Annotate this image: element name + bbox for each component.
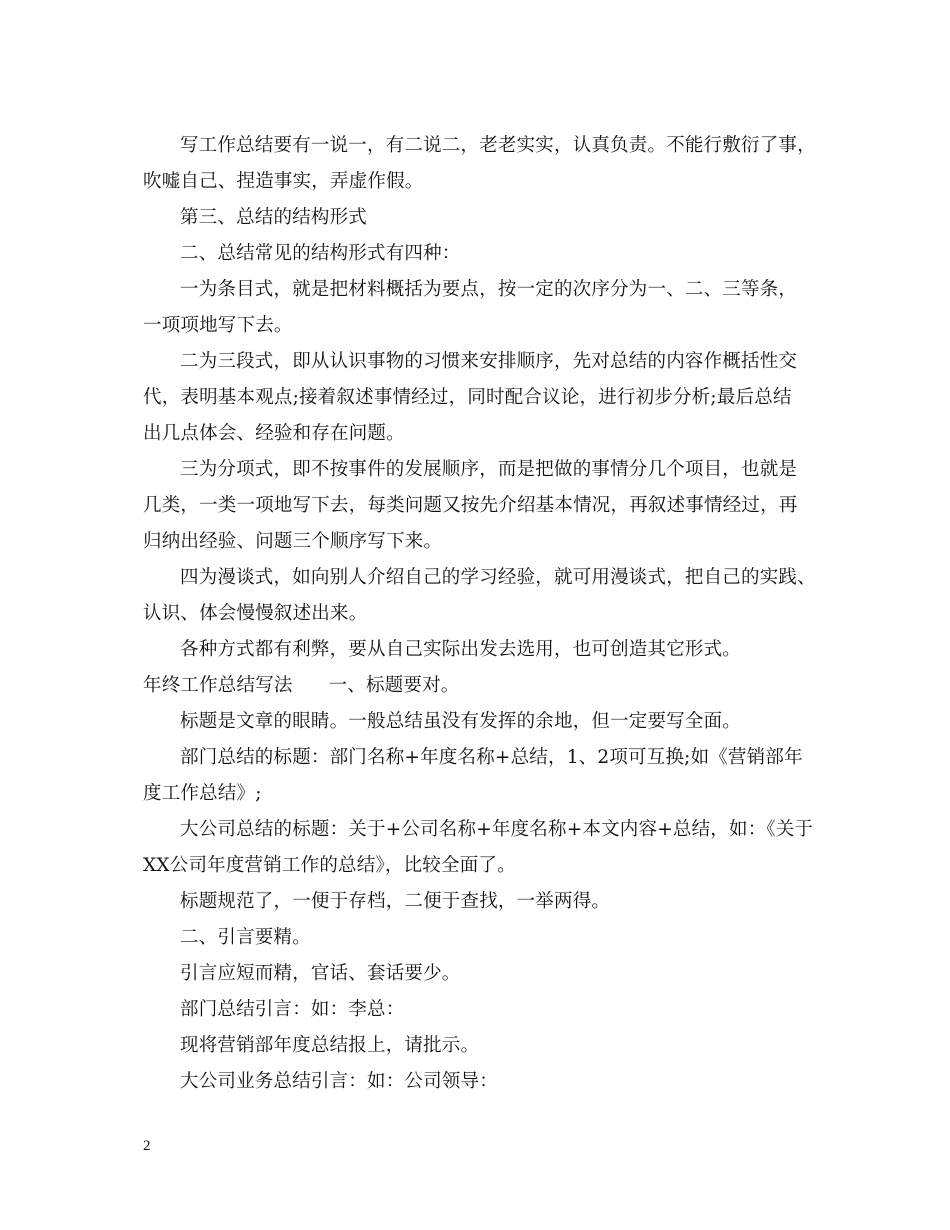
paragraph-line: 四为漫谈式，如向别人介绍自己的学习经验，就可用漫谈式，把自己的实践、 [180, 567, 816, 588]
paragraph-line: 认识、体会慢慢叙述出来。 [143, 603, 368, 624]
paragraph-line: 度工作总结》; [143, 783, 262, 804]
paragraph-line: 部门总结引言：如：李总： [180, 999, 405, 1020]
section-heading: 二、引言要精。 [180, 927, 311, 948]
paragraph-line: 二为三段式，即从认识事物的习惯来安排顺序，先对总结的内容作概括性交 [180, 351, 798, 372]
paragraph-line: 一项项地写下去。 [143, 315, 293, 336]
paragraph-line: 标题规范了，一便于存档，二便于查找，一举两得。 [180, 891, 611, 912]
paragraph-line: 几类，一类一项地写下去，每类问题又按先介绍基本情况，再叙述事情经过，再 [143, 495, 798, 516]
section-heading: 一、标题要对。 [328, 675, 460, 696]
section-heading: 第三、总结的结构形式 [180, 207, 368, 228]
paragraph-line: XX公司年度营销工作的总结》，比较全面了。 [143, 855, 516, 876]
article-title: 年终工作总结写法 [143, 675, 293, 696]
paragraph-line: 引言应短而精，官话、套话要少。 [180, 963, 461, 984]
paragraph-line: 标题是文章的眼睛。一般总结虽没有发挥的余地，但一定要写全面。 [180, 711, 742, 732]
paragraph-line: 各种方式都有利弊，要从自己实际出发去选用，也可创造其它形式。 [180, 639, 742, 660]
paragraph-line: 三为分项式，即不按事件的发展顺序，而是把做的事情分几个项目，也就是 [180, 459, 798, 480]
paragraph-line: 吹嘘自己、捏造事实，弄虚作假。 [143, 171, 424, 192]
paragraph-line: 大公司业务总结引言：如：公司领导： [180, 1071, 498, 1092]
paragraph-line: 写工作总结要有一说一，有二说二，老老实实，认真负责。不能行敷衍了事， [180, 135, 816, 156]
paragraph-line: 部门总结的标题：部门名称+年度名称+总结，1、2项可互换;如《营销部年 [180, 747, 803, 768]
paragraph-line: 一为条目式，就是把材料概括为要点，按一定的次序分为一、二、三等条， [180, 279, 798, 300]
paragraph-line: 归纳出经验、问题三个顺序写下来。 [143, 531, 443, 552]
paragraph-line: 出几点体会、经验和存在问题。 [143, 423, 405, 444]
page-number: 2 [143, 1138, 151, 1154]
section-heading: 二、总结常见的结构形式有四种： [180, 243, 461, 264]
title-line [143, 668, 460, 704]
paragraph-line: 大公司总结的标题：关于+公司名称+年度名称+本文内容+总结，如：《关于 [180, 819, 814, 840]
paragraph-line: 代，表明基本观点;接着叙述事情经过，同时配合议论，进行初步分析;最后总结 [143, 387, 792, 408]
paragraph-line: 现将营销部年度总结报上，请批示。 [180, 1035, 480, 1056]
